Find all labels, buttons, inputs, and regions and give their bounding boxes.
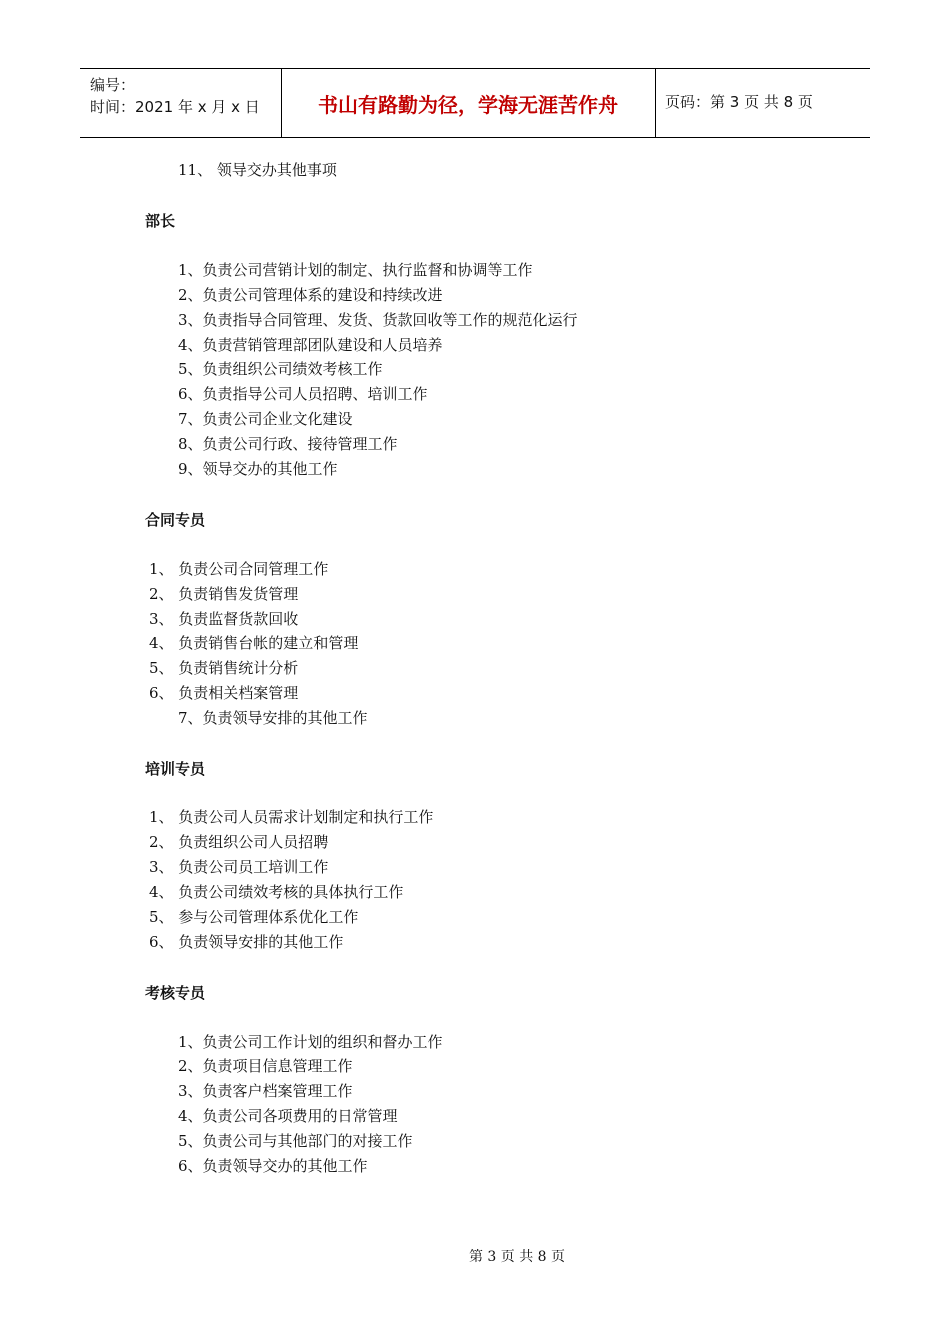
list-item: 2、负责公司管理体系的建设和持续改进 (178, 286, 443, 304)
document-number-label: 编号： (90, 76, 136, 94)
page-header (80, 68, 870, 138)
header-page-number: 页码：第 3 页 共 8 页 (665, 93, 813, 111)
list-item: 1、 负责公司合同管理工作 (149, 560, 329, 578)
list-item: 5、 参与公司管理体系优化工作 (149, 908, 359, 926)
list-item: 2、 负责组织公司人员招聘 (149, 833, 329, 851)
list-item: 1、 负责公司人员需求计划制定和执行工作 (149, 808, 434, 826)
section-heading: 部长 (145, 212, 176, 230)
list-item: 7、负责领导安排的其他工作 (178, 709, 368, 727)
list-item: 5、负责组织公司绩效考核工作 (178, 360, 383, 378)
list-item: 8、负责公司行政、接待管理工作 (178, 435, 398, 453)
list-item: 6、负责领导交办的其他工作 (178, 1157, 368, 1175)
list-item: 4、负责营销管理部团队建设和人员培养 (178, 336, 443, 354)
page-footer: 第 3 页 共 8 页 (468, 1249, 566, 1265)
list-item: 4、 负责公司绩效考核的具体执行工作 (149, 883, 404, 901)
list-item: 1、负责公司工作计划的组织和督办工作 (178, 1033, 443, 1051)
list-item: 6、 负责相关档案管理 (149, 684, 299, 702)
header-motto: 书山有路勤为径，学海无涯苦作舟 (318, 92, 618, 117)
list-item: 3、负责指导合同管理、发货、货款回收等工作的规范化运行 (178, 311, 578, 329)
list-item: 3、 负责公司员工培训工作 (149, 858, 329, 876)
list-item: 11、 领导交办其他事项 (178, 161, 337, 179)
list-item: 3、 负责监督货款回收 (149, 610, 299, 628)
list-item: 5、 负责销售统计分析 (149, 659, 299, 677)
section-heading: 培训专员 (145, 760, 206, 778)
list-item: 2、 负责销售发货管理 (149, 585, 299, 603)
list-item: 9、领导交办的其他工作 (178, 460, 338, 478)
list-item: 7、负责公司企业文化建设 (178, 410, 353, 428)
list-item: 4、 负责销售台帐的建立和管理 (149, 634, 359, 652)
list-item: 4、负责公司各项费用的日常管理 (178, 1107, 398, 1125)
list-item: 2、负责项目信息管理工作 (178, 1057, 353, 1075)
document-time-label: 时间：2021 年 x 月 x 日 (90, 98, 260, 116)
section-heading: 合同专员 (145, 511, 206, 529)
list-item: 1、负责公司营销计划的制定、执行监督和协调等工作 (178, 261, 533, 279)
list-item: 3、负责客户档案管理工作 (178, 1082, 353, 1100)
list-item: 6、负责指导公司人员招聘、培训工作 (178, 385, 428, 403)
list-item: 5、负责公司与其他部门的对接工作 (178, 1132, 413, 1150)
list-item: 6、 负责领导安排的其他工作 (149, 933, 344, 951)
header-left-cell (90, 74, 260, 118)
header-divider (655, 69, 656, 137)
section-heading: 考核专员 (145, 984, 206, 1002)
